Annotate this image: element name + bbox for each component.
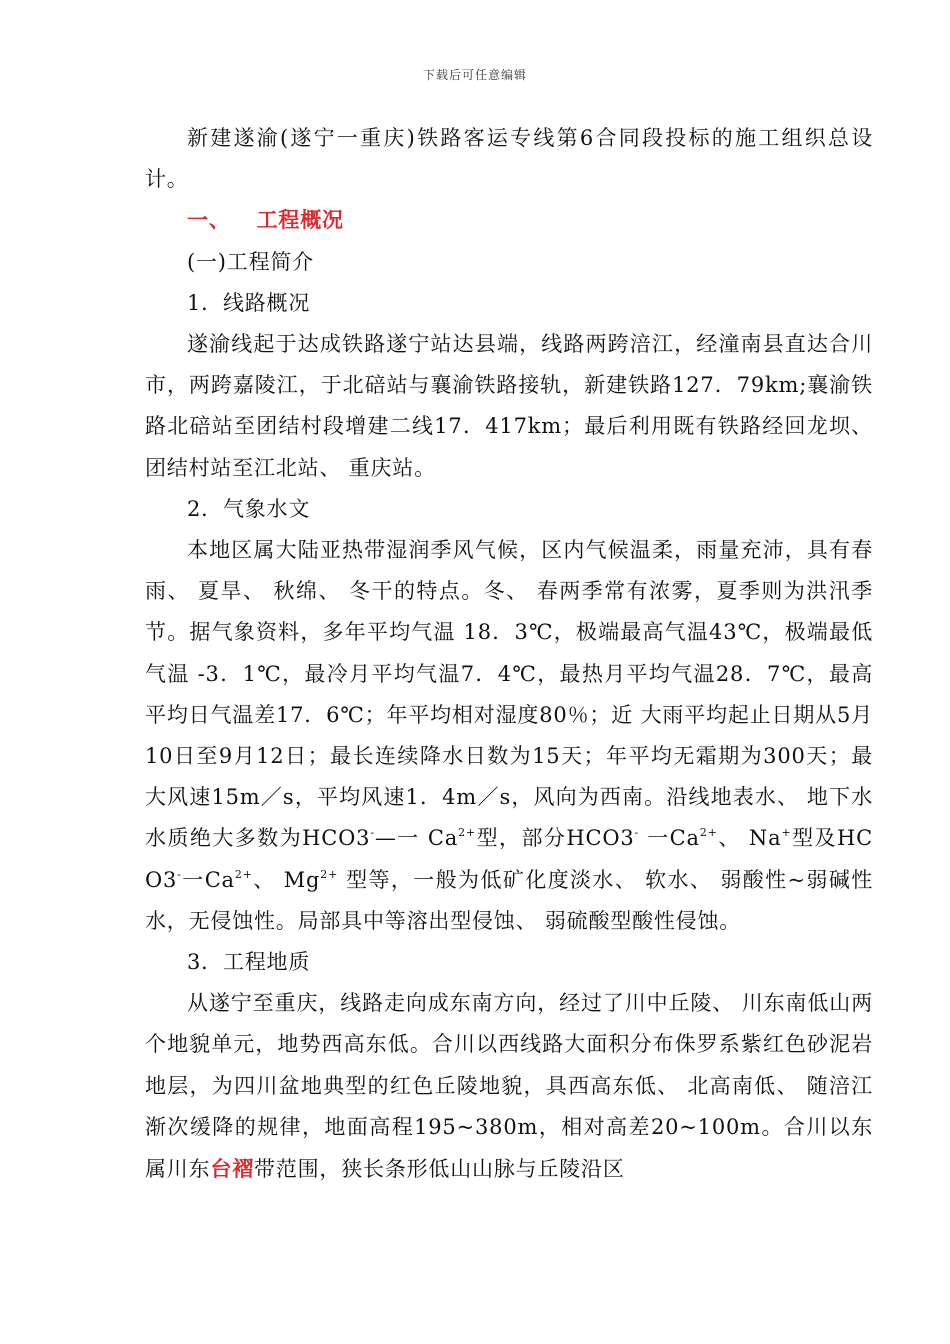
item-heading-geology: 3．工程地质 [187, 950, 311, 975]
chem-ca: Ca [204, 867, 235, 892]
subsection-heading: (一)工程简介 [187, 249, 314, 274]
climate-paragraph [145, 530, 873, 942]
chem-separator: —一 [374, 826, 420, 851]
climate-text: 本地区属大陆亚热带湿润季风气候，区内气候温柔，雨量充沛，具有春雨、 夏旱、 秋绵、 冬干的特点。冬、 春两季常有浓雾，夏季则为洪汛季节。据气象资料，多年平均气温 18．3℃，极端最高气温43℃，极端最低气温 -3．1℃，最冷月平均气温7．4℃，最热月平均气温28．7℃，最高平均日气温差17．6℃；年平均相对湿度80％；近 大雨平均起止日期从5月10日至9月12日；最长连续降水日数为15天；年平均无霜期为300天；最大风速15m／s，平均风速1．4m／s，风向为西南。沿线地表水、 地下水水质绝大多数为 [145, 538, 873, 851]
section-number: 一、 [187, 208, 231, 233]
chem-separator: 一 [639, 826, 670, 851]
chem-separator: 一 [181, 867, 205, 892]
chem-charge: 2+ [458, 826, 476, 840]
geology-text-tail: 带范围，狭长条形低山山脉与丘陵沿区 [254, 1157, 625, 1182]
chem-ca: Ca [669, 826, 700, 851]
chem-charge: - [634, 826, 640, 840]
item-heading-route: 1．线路概况 [187, 290, 311, 315]
route-paragraph: 遂渝线起于达成铁路遂宁站达县端，线路两跨涪江，经潼南县直达合川市，两跨嘉陵江，于北碚站与襄渝铁路接轨，新建铁路127．79km;襄渝铁路北碚站至团结村段增建二线17．417km；最后利用既有铁路经回龙坝、 团结村站至江北站、 重庆站。 [145, 332, 873, 480]
intro-paragraph: 新建遂渝(遂宁一重庆)铁路客运专线第6合同段投标的施工组织总设计。 [145, 126, 873, 192]
page-header-note: 下载后可任意编辑 [422, 68, 527, 82]
section-title: 工程概况 [256, 208, 344, 233]
chem-charge: 2+ [320, 867, 339, 881]
chem-hco3: HCO3 [145, 826, 873, 892]
document-body [145, 118, 873, 1190]
chem-hco3: HCO3 [302, 826, 371, 851]
chem-type-text: 型，部分 [475, 826, 567, 851]
chem-charge: 2+ [234, 867, 253, 881]
section-heading [145, 200, 873, 241]
chem-ca: Ca [427, 826, 459, 851]
geology-text: 从遂宁至重庆，线路走向成东南方向，经过了川中丘陵、 川东南低山两个地貌单元，地势西高东低。合川以西线路大面积分布侏罗系紫红色砂泥岩地层，为四川盆地典型的红色丘陵地貌，具西高东低、 北高南低、 随涪江渐次缓降的规律，地面高程195~380m，相对高差20~100m。合川以东属川东 [145, 991, 873, 1182]
geology-paragraph [145, 983, 873, 1190]
chem-separator: 、 [252, 867, 284, 892]
chem-charge: + [781, 826, 792, 840]
highlighted-term: 台褶 [210, 1156, 255, 1182]
chem-mg: Mg [283, 867, 321, 892]
chem-charge: - [370, 826, 375, 840]
chem-type-text: 型及 [791, 826, 838, 851]
climate-text-tail: 型等，一般为低矿化度淡水、 软水、 弱酸性~弱碱性水，无侵蚀性。局部具中等溶出型侵蚀、 弱硫酸型酸性侵蚀。 [145, 867, 873, 933]
chem-charge: 2+ [699, 826, 718, 840]
chem-separator: 、 [717, 826, 749, 851]
item-heading-climate: 2．气象水文 [187, 496, 311, 521]
chem-hco3: HCO3 [566, 826, 635, 851]
chem-charge: - [177, 867, 182, 881]
chem-na: Na [748, 826, 782, 851]
